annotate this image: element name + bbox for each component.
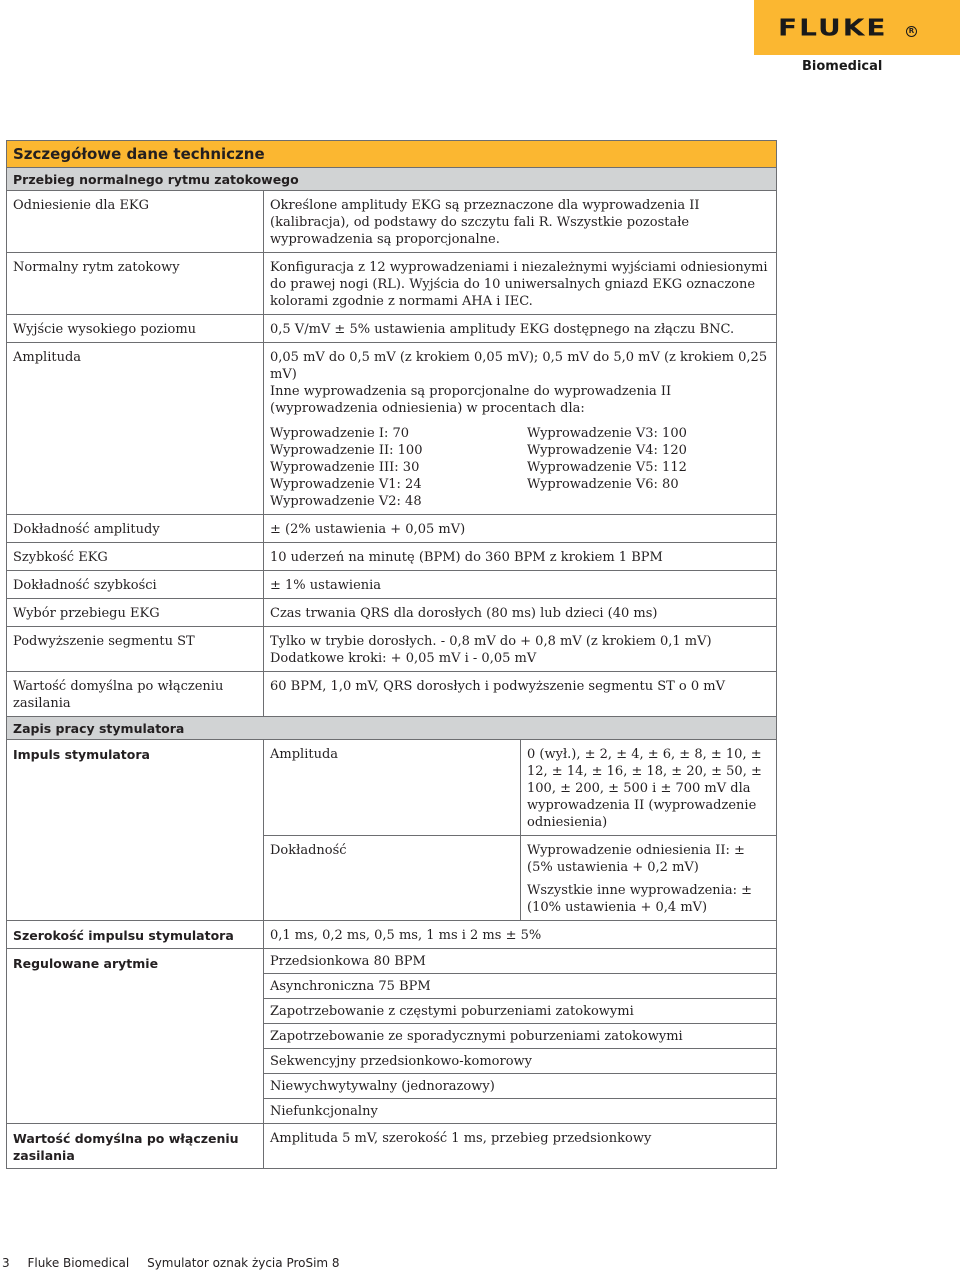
spec-value: Określone amplitudy EKG są przeznaczone dla wyprowadzenia II (kalibracja), od podstawy do szczytu fali R. Wszystkie pozostałe wyprowadzenia są proporcjonalne. bbox=[270, 198, 700, 247]
spec-row-rate-accuracy bbox=[7, 570, 776, 598]
spec-value bbox=[264, 627, 776, 671]
section-title: Szczegółowe dane techniczne bbox=[7, 141, 776, 167]
lead-percent-list bbox=[270, 425, 770, 510]
spec-label: Impuls stymulatora bbox=[7, 740, 264, 920]
spec-label: Dokładność amplitudy bbox=[7, 515, 264, 542]
spec-label: Normalny rytm zatokowy bbox=[7, 253, 264, 314]
spec-label: Wyjście wysokiego poziomu bbox=[7, 315, 264, 342]
sub-label: Amplituda bbox=[264, 740, 521, 835]
lead-item: Wyprowadzenie V2: 48 bbox=[270, 494, 422, 509]
list-item: Zapotrzebowanie z częstymi poburzeniami zatokowymi bbox=[264, 998, 776, 1023]
spec-row-waveform-select bbox=[7, 598, 776, 626]
spec-row-pulse-width bbox=[7, 920, 776, 948]
lead-item: Wyprowadzenie V4: 120 bbox=[527, 443, 687, 458]
spec-value: Czas trwania QRS dla dorosłych (80 ms) lub dzieci (40 ms) bbox=[270, 606, 658, 621]
registered-mark: R bbox=[906, 26, 917, 37]
lead-column-1 bbox=[270, 425, 527, 510]
pacer-accuracy-row bbox=[264, 835, 776, 920]
spec-label: Amplituda bbox=[7, 343, 264, 514]
accuracy-reference-lead: Wyprowadzenie odniesienia II: ± (5% ustawienia + 0,2 mV) bbox=[527, 843, 745, 875]
pacer-amplitude-row bbox=[264, 740, 776, 835]
spec-row-arrhythmias bbox=[7, 948, 776, 1123]
spec-value: 60 BPM, 1,0 mV, QRS dorosłych i podwyższenie segmentu ST o 0 mV bbox=[270, 679, 725, 694]
list-item: Zapotrzebowanie ze sporadycznymi poburzeniami zatokowymi bbox=[264, 1023, 776, 1048]
spec-value: ± (2% ustawienia + 0,05 mV) bbox=[270, 522, 466, 537]
spec-value: 0,1 ms, 0,2 ms, 0,5 ms, 1 ms i 2 ms ± 5% bbox=[270, 928, 542, 943]
spec-row-ecg-rate bbox=[7, 542, 776, 570]
spec-row-high-level-output bbox=[7, 314, 776, 342]
fluke-biomedical-logo bbox=[754, 0, 960, 79]
spec-row-power-on-default bbox=[7, 671, 776, 716]
st-extra-steps: Dodatkowe kroki: + 0,05 mV i - 0,05 mV bbox=[270, 651, 537, 666]
spec-row-amplitude-accuracy bbox=[7, 514, 776, 542]
list-item: Sekwencyjny przedsionkowo-komorowy bbox=[264, 1048, 776, 1073]
spec-label: Podwyższenie segmentu ST bbox=[7, 627, 264, 671]
spec-value: ± 1% ustawienia bbox=[270, 578, 382, 593]
sub-value: 0 (wył.), ± 2, ± 4, ± 6, ± 8, ± 10, ± 12, ± 14, ± 16, ± 18, ± 20, ± 50, ± 100, ± 200, ± 500 i ± 700 mV dla wyprowadzenia II (wyprowadzenie odniesienia) bbox=[527, 747, 762, 830]
spec-value: 10 uderzeń na minutę (BPM) do 360 BPM z krokiem 1 BPM bbox=[270, 550, 663, 565]
spec-label: Wybór przebiegu EKG bbox=[7, 599, 264, 626]
spec-label: Szerokość impulsu stymulatora bbox=[7, 921, 264, 948]
list-item: Niefunkcjonalny bbox=[264, 1098, 776, 1123]
arrhythmia-list bbox=[264, 949, 776, 1123]
spec-row-st-elevation bbox=[7, 626, 776, 671]
spec-value: 0,5 V/mV ± 5% ustawienia amplitudy EKG dostępnego na złączu BNC. bbox=[270, 322, 735, 337]
accuracy-other-leads: Wszystkie inne wyprowadzenia: ± (10% ustawienia + 0,4 mV) bbox=[527, 883, 752, 915]
page-number: 3 bbox=[2, 1256, 10, 1270]
spec-value bbox=[264, 343, 776, 514]
spec-value: Konfiguracja z 12 wyprowadzeniami i niezależnymi wyjściami odniesionymi do prawej nogi (RL). Wyjścia do 10 uniwersalnych gniazd EKG oznaczone kolorami zgodnie z normami AHA i IEC. bbox=[270, 260, 768, 309]
footer-document: Symulator oznak życia ProSim 8 bbox=[147, 1256, 340, 1270]
spec-label: Wartość domyślna po włączeniu zasilania bbox=[7, 1124, 264, 1168]
st-range: Tylko w trybie dorosłych. - 0,8 mV do + 0,8 mV (z krokiem 0,1 mV) bbox=[270, 634, 712, 649]
pacer-pulse-subtable bbox=[264, 740, 776, 920]
logo-wordmark: FLUKE bbox=[778, 14, 888, 42]
spec-table bbox=[6, 140, 777, 1169]
lead-item: Wyprowadzenie II: 100 bbox=[270, 443, 423, 458]
lead-item: Wyprowadzenie V6: 80 bbox=[527, 477, 679, 492]
spec-label: Odniesienie dla EKG bbox=[7, 191, 264, 252]
pacer-heading: Zapis pracy stymulatora bbox=[7, 716, 776, 739]
spec-label: Wartość domyślna po włączeniu zasilania bbox=[7, 672, 264, 716]
sub-value bbox=[521, 836, 776, 920]
spec-row-pacer-default bbox=[7, 1123, 776, 1168]
spec-value: Amplituda 5 mV, szerokość 1 ms, przebieg przedsionkowy bbox=[270, 1131, 652, 1146]
footer-company: Fluke Biomedical bbox=[27, 1256, 130, 1270]
lead-column-2 bbox=[527, 425, 770, 510]
spec-row-ecg-reference bbox=[7, 190, 776, 252]
amplitude-range: 0,05 mV do 0,5 mV (z krokiem 0,05 mV); 0,5 mV do 5,0 mV (z krokiem 0,25 mV) bbox=[270, 350, 768, 382]
list-item: Asynchroniczna 75 BPM bbox=[264, 973, 776, 998]
list-item: Niewychwytywalny (jednorazowy) bbox=[264, 1073, 776, 1098]
lead-item: Wyprowadzenie III: 30 bbox=[270, 460, 420, 475]
list-item: Przedsionkowa 80 BPM bbox=[270, 954, 426, 969]
logo-subtitle: Biomedical bbox=[802, 59, 883, 74]
spec-row-amplitude bbox=[7, 342, 776, 514]
sub-label: Dokładność bbox=[264, 836, 521, 920]
lead-item: Wyprowadzenie V3: 100 bbox=[527, 426, 687, 441]
spec-row-pacer-pulse bbox=[7, 739, 776, 920]
spec-label: Szybkość EKG bbox=[7, 543, 264, 570]
spec-label: Regulowane arytmie bbox=[7, 949, 264, 1123]
lead-item: Wyprowadzenie V5: 112 bbox=[527, 460, 687, 475]
spec-row-normal-sinus bbox=[7, 252, 776, 314]
amplitude-note: Inne wyprowadzenia są proporcjonalne do wyprowadzenia II (wyprowadzenia odniesienia) w procentach dla: bbox=[270, 384, 672, 416]
spec-label: Dokładność szybkości bbox=[7, 571, 264, 598]
lead-item: Wyprowadzenie V1: 24 bbox=[270, 477, 422, 492]
page-footer bbox=[2, 1256, 354, 1270]
nsr-heading: Przebieg normalnego rytmu zatokowego bbox=[7, 167, 776, 190]
lead-item: Wyprowadzenie I: 70 bbox=[270, 426, 410, 441]
